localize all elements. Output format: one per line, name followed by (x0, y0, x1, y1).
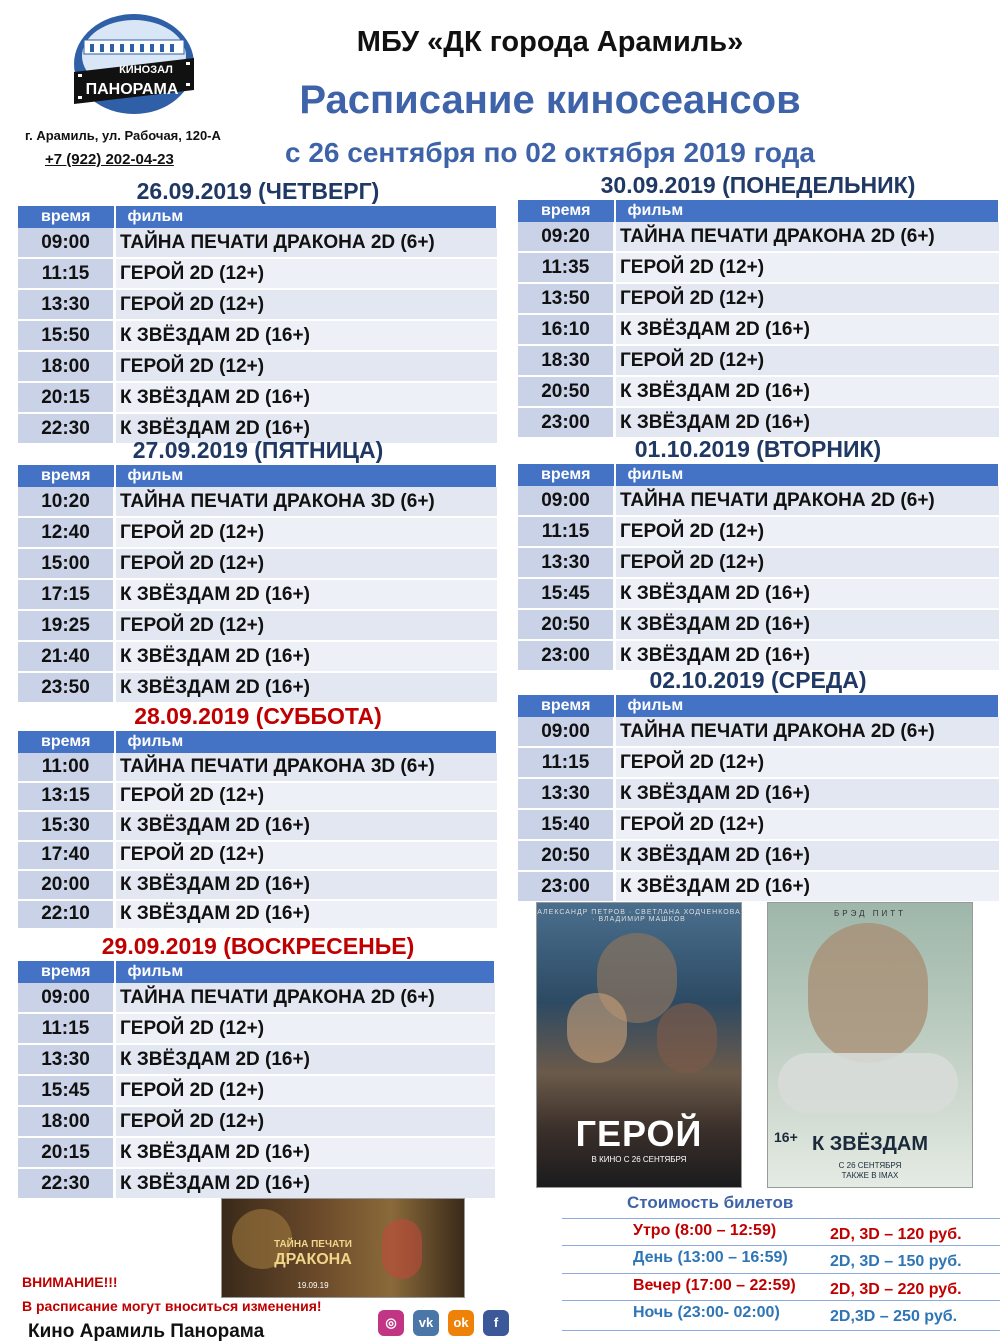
session-row (18, 1013, 495, 1044)
session-row (18, 579, 497, 610)
ok-icon[interactable]: ok (448, 1310, 474, 1336)
day-title: 29.09.2019 (ВОСКРЕСЕНЬЕ) (101, 933, 415, 959)
session-row (18, 351, 497, 382)
logo-panorama-text: ПАНОРАМА (85, 81, 179, 98)
session-film: ГЕРОЙ 2D (12+) (115, 548, 498, 579)
column-header-film: фильм (115, 961, 496, 983)
session-film: К ЗВЁЗДАМ 2D (16+) (615, 778, 1000, 809)
day-title: 01.10.2019 (ВТОРНИК) (634, 436, 882, 462)
price-divider (562, 1273, 1000, 1274)
column-header-film: фильм (615, 695, 1000, 717)
price-period: Вечер (17:00 – 22:59) (633, 1277, 796, 1294)
session-time: 18:00 (18, 1106, 115, 1137)
column-header-time: время (518, 200, 615, 222)
session-film: ГЕРОЙ 2D (12+) (615, 252, 1000, 283)
session-row (18, 841, 497, 871)
session-film: К ЗВЁЗДАМ 2D (16+) (115, 811, 498, 841)
session-film: К ЗВЁЗДАМ 2D (16+) (115, 870, 498, 900)
prices-title: Стоимость билетов (627, 1193, 794, 1212)
session-film: К ЗВЁЗДАМ 2D (16+) (615, 640, 1000, 671)
price-value: 2D, 3D – 150 руб. (830, 1253, 962, 1270)
day-title: 27.09.2019 (ПЯТНИЦА) (132, 437, 384, 463)
session-film: К ЗВЁЗДАМ 2D (16+) (115, 1168, 496, 1199)
session-time: 16:10 (518, 314, 615, 345)
poster-k-zvezdam-date: С 26 СЕНТЯБРЯ (838, 1161, 902, 1170)
phone-link[interactable]: +7 (922) 202-04-23 (45, 151, 174, 168)
session-time: 22:30 (18, 1168, 115, 1199)
schedule-table (18, 731, 498, 930)
session-row (18, 382, 497, 413)
session-film: ГЕРОЙ 2D (12+) (115, 782, 498, 812)
session-time: 20:50 (518, 609, 615, 640)
session-time: 22:30 (18, 413, 115, 444)
session-film: К ЗВЁЗДАМ 2D (16+) (115, 641, 498, 672)
session-time: 10:20 (18, 487, 115, 517)
session-time: 20:15 (18, 1137, 115, 1168)
column-header-time: время (18, 961, 115, 983)
price-divider (562, 1245, 1000, 1246)
session-time: 15:40 (518, 809, 615, 840)
facebook-icon[interactable]: f (483, 1310, 509, 1336)
session-time: 23:00 (518, 407, 615, 438)
session-film: ТАЙНА ПЕЧАТИ ДРАКОНА 2D (6+) (615, 717, 1000, 747)
session-time: 13:15 (18, 782, 115, 812)
poster-geroy-title: ГЕРОЙ (575, 1113, 703, 1154)
schedule-table (18, 961, 496, 1200)
session-film: ГЕРОЙ 2D (12+) (115, 289, 498, 320)
session-row (18, 1106, 495, 1137)
session-row (18, 487, 497, 517)
column-header-film: фильм (115, 465, 498, 487)
session-row (18, 782, 497, 812)
session-row (518, 407, 999, 438)
instagram-icon[interactable]: ◎ (378, 1310, 404, 1336)
session-film: ГЕРОЙ 2D (12+) (115, 258, 498, 289)
page-title: Расписание киносеансов (299, 78, 801, 122)
page-subtitle: с 26 сентября по 02 октября 2019 года (284, 137, 815, 168)
session-film: К ЗВЁЗДАМ 2D (16+) (115, 579, 498, 610)
session-film: ГЕРОЙ 2D (12+) (115, 1013, 496, 1044)
price-value: 2D, 3D – 220 руб. (830, 1281, 962, 1298)
session-time: 13:50 (518, 283, 615, 314)
day-title: 30.09.2019 (ПОНЕДЕЛЬНИК) (600, 172, 916, 198)
session-time: 11:15 (518, 516, 615, 547)
session-time: 09:00 (518, 717, 615, 747)
session-time: 23:00 (518, 640, 615, 671)
session-time: 15:30 (18, 811, 115, 841)
day-title: 28.09.2019 (СУББОТА) (134, 703, 382, 729)
session-time: 21:40 (18, 641, 115, 672)
session-row (518, 486, 999, 516)
session-film: К ЗВЁЗДАМ 2D (16+) (115, 1044, 496, 1075)
session-time: 11:15 (518, 747, 615, 778)
session-time: 11:35 (518, 252, 615, 283)
session-row (518, 778, 999, 809)
poster-k-zvezdam-actor: БРЭД ПИТТ (834, 909, 906, 918)
price-period: День (13:00 – 16:59) (633, 1249, 788, 1266)
session-row (18, 811, 497, 841)
schedule-table (18, 206, 498, 445)
session-film: К ЗВЁЗДАМ 2D (16+) (115, 320, 498, 351)
session-film: К ЗВЁЗДАМ 2D (16+) (615, 578, 1000, 609)
session-film: ТАЙНА ПЕЧАТИ ДРАКОНА 2D (6+) (615, 222, 1000, 252)
poster-dragon-title-2: ДРАКОНА (274, 1251, 352, 1268)
session-film: ГЕРОЙ 2D (12+) (115, 841, 498, 871)
price-value: 2D, 3D – 120 руб. (830, 1226, 962, 1243)
session-time: 13:30 (518, 778, 615, 809)
price-divider (562, 1218, 1000, 1219)
session-row (518, 809, 999, 840)
session-time: 19:25 (18, 610, 115, 641)
footer-title: Кино Арамиль Панорама (28, 1321, 265, 1342)
session-row (518, 516, 999, 547)
session-time: 15:45 (518, 578, 615, 609)
column-header-time: время (18, 465, 115, 487)
price-divider (562, 1330, 1000, 1331)
column-header-time: время (518, 695, 615, 717)
session-row (18, 641, 497, 672)
session-row (18, 228, 497, 258)
session-film: ГЕРОЙ 2D (12+) (615, 516, 1000, 547)
session-time: 09:00 (18, 983, 115, 1013)
session-film: ГЕРОЙ 2D (12+) (615, 283, 1000, 314)
session-time: 20:50 (518, 376, 615, 407)
session-film: К ЗВЁЗДАМ 2D (16+) (115, 413, 498, 444)
session-row (18, 610, 497, 641)
session-row (518, 376, 999, 407)
session-time: 12:40 (18, 517, 115, 548)
session-film: ГЕРОЙ 2D (12+) (615, 747, 1000, 778)
schedule-table (518, 695, 1000, 903)
session-row (518, 314, 999, 345)
session-time: 13:30 (18, 289, 115, 320)
poster-k-zvezdam (767, 902, 973, 1188)
column-header-film: фильм (115, 206, 498, 228)
session-row (18, 548, 497, 579)
session-row (518, 747, 999, 778)
schedule-table (518, 200, 1000, 439)
column-header-film: фильм (615, 200, 1000, 222)
price-divider (562, 1300, 1000, 1301)
session-row (518, 871, 999, 902)
notice-attention: ВНИМАНИЕ!!! (22, 1274, 118, 1290)
price-period: Ночь (23:00- 02:00) (633, 1304, 780, 1321)
session-row (18, 320, 497, 351)
session-time: 09:00 (518, 486, 615, 516)
address: г. Арамиль, ул. Рабочая, 120-А (25, 128, 221, 143)
session-film: ГЕРОЙ 2D (12+) (615, 547, 1000, 578)
session-time: 11:15 (18, 1013, 115, 1044)
session-row (18, 289, 497, 320)
price-period: Утро (8:00 – 12:59) (633, 1222, 777, 1239)
session-row (518, 717, 999, 747)
poster-k-zvezdam-title: К ЗВЁЗДАМ (812, 1133, 928, 1155)
session-film: ГЕРОЙ 2D (12+) (615, 345, 1000, 376)
organization-name: МБУ «ДК города Арамиль» (356, 26, 744, 58)
session-time: 18:30 (518, 345, 615, 376)
session-row (518, 840, 999, 871)
session-film: ТАЙНА ПЕЧАТИ ДРАКОНА 2D (6+) (115, 228, 498, 258)
session-time: 15:50 (18, 320, 115, 351)
poster-k-zvezdam-rating: 16+ (774, 1129, 798, 1145)
poster-tayna-pechati-drakona (221, 1198, 465, 1298)
session-film: ГЕРОЙ 2D (12+) (115, 1075, 496, 1106)
session-film: К ЗВЁЗДАМ 2D (16+) (115, 1137, 496, 1168)
session-film: ТАЙНА ПЕЧАТИ ДРАКОНА 2D (6+) (615, 486, 1000, 516)
session-film: К ЗВЁЗДАМ 2D (16+) (615, 376, 1000, 407)
kinozal-panorama-logo (70, 10, 198, 118)
session-time: 20:00 (18, 870, 115, 900)
session-row (18, 900, 497, 930)
session-film: ТАЙНА ПЕЧАТИ ДРАКОНА 3D (6+) (115, 753, 498, 782)
column-header-time: время (18, 731, 115, 753)
session-row (18, 1137, 495, 1168)
session-time: 13:30 (518, 547, 615, 578)
session-film: ГЕРОЙ 2D (12+) (115, 1106, 496, 1137)
session-row (518, 345, 999, 376)
session-time: 23:00 (518, 871, 615, 902)
column-header-film: фильм (615, 464, 1000, 486)
session-time: 22:10 (18, 900, 115, 930)
session-film: К ЗВЁЗДАМ 2D (16+) (615, 871, 1000, 902)
day-title: 26.09.2019 (ЧЕТВЕРГ) (136, 178, 380, 204)
session-time: 17:15 (18, 579, 115, 610)
poster-dragon-date: 19.09.19 (297, 1281, 329, 1290)
session-film: К ЗВЁЗДАМ 2D (16+) (615, 407, 1000, 438)
session-film: ТАЙНА ПЕЧАТИ ДРАКОНА 2D (6+) (115, 983, 496, 1013)
poster-geroy-cast: АЛЕКСАНДР ПЕТРОВ · СВЕТЛАНА ХОДЧЕНКОВА · ВЛАДИМИР МАШКОВ (537, 909, 741, 923)
session-film: ГЕРОЙ 2D (12+) (115, 351, 498, 382)
session-time: 23:50 (18, 672, 115, 703)
session-row (18, 258, 497, 289)
poster-geroy-date: В КИНО С 26 СЕНТЯБРЯ (591, 1155, 687, 1164)
price-value: 2D,3D – 250 руб. (830, 1308, 958, 1325)
session-film: ГЕРОЙ 2D (12+) (115, 610, 498, 641)
session-film: ТАЙНА ПЕЧАТИ ДРАКОНА 3D (6+) (115, 487, 498, 517)
day-title: 02.10.2019 (СРЕДА) (649, 667, 867, 693)
session-film: К ЗВЁЗДАМ 2D (16+) (115, 672, 498, 703)
poster-geroy (536, 902, 742, 1188)
session-film: К ЗВЁЗДАМ 2D (16+) (615, 840, 1000, 871)
session-row (518, 252, 999, 283)
session-film: К ЗВЁЗДАМ 2D (16+) (115, 382, 498, 413)
session-film: ГЕРОЙ 2D (12+) (615, 809, 1000, 840)
session-row (518, 609, 999, 640)
session-time: 15:00 (18, 548, 115, 579)
notice-changes: В расписание могут вноситься изменения! (22, 1298, 322, 1314)
session-time: 15:45 (18, 1075, 115, 1106)
logo-kinozal-text: КИНОЗАЛ (119, 64, 173, 76)
session-row (518, 283, 999, 314)
poster-dragon-title-1: ТАЙНА ПЕЧАТИ (273, 1239, 352, 1250)
session-film: К ЗВЁЗДАМ 2D (16+) (615, 609, 1000, 640)
session-time: 13:30 (18, 1044, 115, 1075)
session-row (518, 578, 999, 609)
session-time: 09:00 (18, 228, 115, 258)
session-row (518, 547, 999, 578)
session-time: 09:20 (518, 222, 615, 252)
column-header-time: время (18, 206, 115, 228)
session-time: 11:00 (18, 753, 115, 782)
poster-k-zvezdam-imax: ТАКЖЕ В IMAX (841, 1171, 899, 1180)
session-row (18, 1168, 495, 1199)
vk-icon[interactable]: vk (413, 1310, 439, 1336)
session-row (18, 753, 497, 782)
session-row (18, 517, 497, 548)
session-row (18, 1044, 495, 1075)
session-row (518, 222, 999, 252)
schedule-table (518, 464, 1000, 672)
session-row (18, 672, 497, 703)
session-row (18, 1075, 495, 1106)
session-time: 20:15 (18, 382, 115, 413)
session-time: 11:15 (18, 258, 115, 289)
schedule-table (18, 465, 498, 704)
session-film: К ЗВЁЗДАМ 2D (16+) (615, 314, 1000, 345)
column-header-time: время (518, 464, 615, 486)
column-header-film: фильм (115, 731, 498, 753)
session-time: 20:50 (518, 840, 615, 871)
session-row (18, 870, 497, 900)
session-time: 18:00 (18, 351, 115, 382)
session-time: 17:40 (18, 841, 115, 871)
session-film: ГЕРОЙ 2D (12+) (115, 517, 498, 548)
session-row (18, 983, 495, 1013)
session-film: К ЗВЁЗДАМ 2D (16+) (115, 900, 498, 930)
